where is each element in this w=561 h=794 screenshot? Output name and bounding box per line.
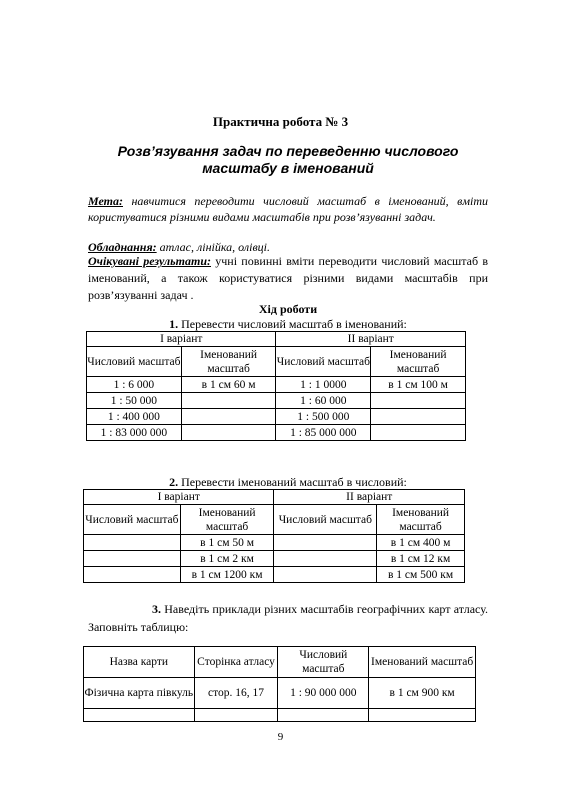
table-row	[84, 709, 476, 722]
table-row	[84, 678, 476, 709]
table-cell: 1 : 85 000 000	[276, 425, 371, 441]
variant-1-header: І варіант	[87, 332, 276, 347]
table-cell: 1 : 50 000	[87, 393, 182, 409]
column-header: Іменований масштаб	[371, 347, 466, 377]
table-cell	[278, 709, 369, 722]
task2-text: Перевести іменований масштаб в числовий:	[178, 475, 407, 489]
table-cell: 1 : 500 000	[276, 409, 371, 425]
task3-text: Наведіть приклади різних масштабів географічних карт атласу. Заповніть таблицю:	[88, 602, 488, 634]
table-cell	[274, 535, 377, 551]
variant-2-header: ІІ варіант	[276, 332, 466, 347]
table-cell	[181, 425, 276, 441]
table-cell	[371, 393, 466, 409]
progress-heading: Хід роботи	[258, 302, 318, 316]
table-cell: в 1 см 500 км	[377, 567, 465, 583]
variant-1-header: І варіант	[84, 490, 274, 505]
table-row	[84, 567, 465, 583]
table-row	[87, 393, 466, 409]
column-header: Іменований масштаб	[181, 347, 276, 377]
table-cell	[84, 709, 195, 722]
page-number: 9	[277, 731, 284, 743]
table-header-row	[84, 647, 476, 678]
task1-text: Перевести числовий масштаб в іменований:	[178, 317, 407, 331]
column-header: Сторінка атласу	[194, 647, 278, 678]
table-cell	[84, 567, 181, 583]
table-cell	[371, 425, 466, 441]
table-cell: в 1 см 900 км	[369, 678, 476, 709]
goal-label: Мета:	[88, 194, 123, 208]
table-cell	[181, 409, 276, 425]
task3-table	[83, 646, 476, 722]
column-header: Числовий масштаб	[278, 647, 369, 678]
task1-table	[86, 331, 466, 441]
table-row	[84, 535, 465, 551]
goal-text: навчитися переводити числовий масштаб в іменований, вміти користуватися різними видами масштабів при розв’язуванні задач.	[88, 194, 488, 224]
column-header: Числовий масштаб	[274, 505, 377, 535]
page-title: Практична робота № 3	[212, 114, 349, 129]
equipment-text: атлас, лінійка, олівці.	[156, 240, 270, 254]
table-cell: Фізична карта півкуль	[84, 678, 195, 709]
task2-table	[83, 489, 465, 583]
column-header: Числовий масштаб	[276, 347, 371, 377]
variant-2-header: ІІ варіант	[274, 490, 465, 505]
table-cell	[84, 551, 181, 567]
goal-paragraph	[88, 193, 488, 225]
table-cell: 1 : 6 000	[87, 377, 182, 393]
table-cell	[274, 567, 377, 583]
table-cell	[369, 709, 476, 722]
expected-label: Очікувані результати:	[88, 254, 211, 268]
table-cell: 1 : 400 000	[87, 409, 182, 425]
column-header: Назва карти	[84, 647, 195, 678]
table-row	[87, 425, 466, 441]
task3-paragraph	[88, 600, 488, 636]
column-header: Іменований масштаб	[377, 505, 465, 535]
table-cell	[371, 409, 466, 425]
expected-paragraph	[88, 253, 488, 304]
table-row	[87, 409, 466, 425]
task3-number: 3.	[152, 602, 161, 616]
table-header-row	[84, 505, 465, 535]
table-cell	[194, 709, 278, 722]
table-cell: в 1 см 50 м	[180, 535, 274, 551]
table-row	[87, 377, 466, 393]
column-header: Числовий масштаб	[87, 347, 182, 377]
table-row	[84, 551, 465, 567]
table-cell: в 1 см 60 м	[181, 377, 276, 393]
table-header-row	[87, 332, 466, 347]
expected-text: учні повинні вміти переводити числовий масштаб в іменований, а також користуватися різними видами масштабів при розв’язуванні задач .	[88, 254, 489, 302]
task2-number: 2.	[169, 475, 179, 489]
column-header: Іменований масштаб	[369, 647, 476, 678]
task2-heading	[88, 474, 488, 490]
table-cell: в 1 см 1200 км	[180, 567, 274, 583]
equipment-label: Обладнання:	[88, 240, 157, 254]
table-cell	[181, 393, 276, 409]
column-header: Іменований масштаб	[180, 505, 274, 535]
table-header-row	[87, 347, 466, 377]
table-cell	[274, 551, 377, 567]
table-cell: 1 : 1 0000	[276, 377, 371, 393]
table-cell: стор. 16, 17	[194, 678, 278, 709]
table-cell: в 1 см 2 км	[180, 551, 274, 567]
work-subtitle: Розв’язування задач по переведенню числового масштабу в іменований	[117, 143, 459, 176]
task1-number: 1.	[169, 317, 179, 331]
table-cell: в 1 см 100 м	[371, 377, 466, 393]
table-cell: 1 : 83 000 000	[87, 425, 182, 441]
table-cell	[84, 535, 181, 551]
table-cell: 1 : 90 000 000	[278, 678, 369, 709]
table-header-row	[84, 490, 465, 505]
task1-heading	[88, 316, 488, 332]
table-cell: 1 : 60 000	[276, 393, 371, 409]
column-header: Числовий масштаб	[84, 505, 181, 535]
table-cell: в 1 см 400 м	[377, 535, 465, 551]
table-cell: в 1 см 12 км	[377, 551, 465, 567]
